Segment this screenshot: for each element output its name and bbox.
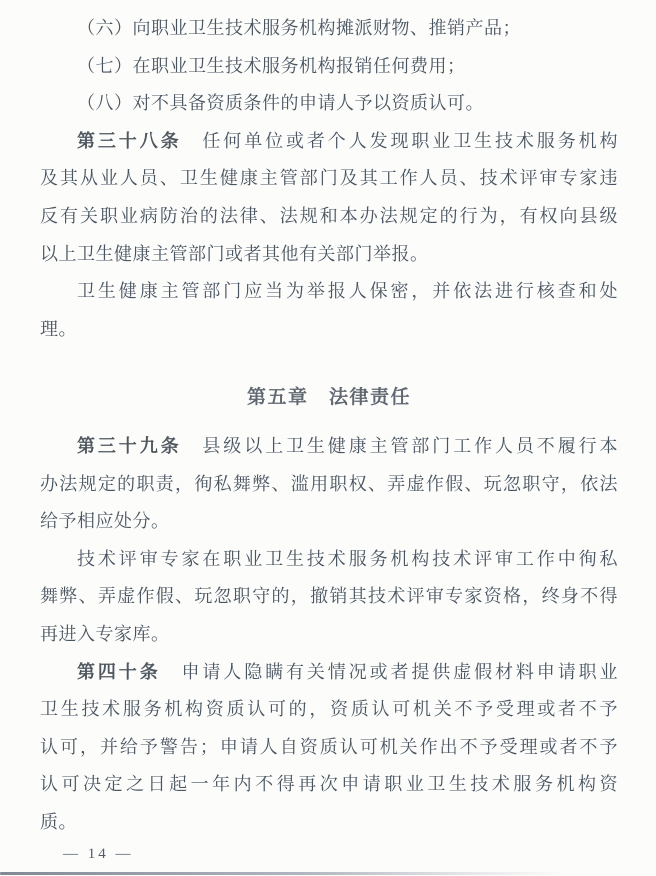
body-text-segment: （七）在职业卫生技术服务机构报销任何费用；	[77, 55, 466, 76]
article-number-bold-text: 第五章 法律责任	[246, 387, 411, 409]
body-text-segment: 认可，并给予警告；申请人自资质认可机关作出不予受理或者不予	[40, 736, 618, 757]
body-text-segment: 技术评审专家在职业卫生技术服务机构技术评审工作中徇私	[77, 548, 618, 569]
body-text-segment: 县级以上卫生健康主管部门工作人员不履行本	[181, 435, 618, 456]
chapter-5-heading	[40, 379, 618, 417]
document-body	[40, 10, 618, 841]
article-38-para-2-line-1	[40, 273, 618, 311]
article-38-para-2-line-2	[40, 311, 618, 349]
body-text-segment: 及其从业人员、卫生健康主管部门及其工作人员、技术评审专家违	[40, 168, 618, 189]
body-text-segment: 质。	[40, 811, 77, 832]
article-number-bold-text: 第四十条	[77, 661, 161, 682]
body-text-segment: 申请人隐瞒有关情况或者提供虚假材料申请职业	[160, 661, 619, 682]
article-40-line-2	[40, 691, 618, 729]
body-text-segment: （八）对不具备资质条件的申请人予以资质认可。	[77, 93, 484, 114]
page-number: — 14 —	[63, 846, 134, 862]
scan-edge-artifact	[0, 872, 566, 875]
article-39-para-2-line-2	[40, 578, 618, 616]
article-38-line-1	[40, 123, 618, 161]
article-40-line-3	[40, 729, 618, 767]
body-text-segment: 卫生技术服务机构资质认可的，资质认可机关不予受理或者不予	[40, 699, 618, 720]
body-text-segment: 反有关职业病防治的法律、法规和本办法规定的行为，有权向县级	[40, 205, 618, 226]
item-7	[40, 48, 618, 86]
article-38-line-4	[40, 236, 618, 274]
body-text-segment: 认可决定之日起一年内不得再次申请职业卫生技术服务机构资	[40, 774, 618, 795]
article-40-line-1	[40, 654, 618, 692]
body-text-segment: 卫生健康主管部门应当为举报人保密，并依法进行核查和处	[77, 281, 618, 302]
body-text-segment: 理。	[40, 318, 77, 339]
article-39-line-3	[40, 503, 618, 541]
article-39-para-2-line-3	[40, 616, 618, 654]
body-text-segment: 办法规定的职责，徇私舞弊、滥用职权、弄虚作假、玩忽职守，依法	[40, 473, 618, 494]
article-40-line-4	[40, 766, 618, 804]
body-text-segment: 任何单位或者个人发现职业卫生技术服务机构	[181, 130, 618, 151]
body-text-segment: 再进入专家库。	[40, 623, 170, 644]
body-text-segment: 舞弊、弄虚作假、玩忽职守的，撤销其技术评审专家资格，终身不得	[40, 586, 618, 607]
article-38-line-2	[40, 160, 618, 198]
article-39-line-1	[40, 428, 618, 466]
body-text-segment: 以上卫生健康主管部门或者其他有关部门举报。	[40, 243, 429, 264]
body-text-segment: （六）向职业卫生技术服务机构摊派财物、推销产品；	[77, 18, 521, 38]
article-39-line-2	[40, 466, 618, 504]
article-39-para-2-line-1	[40, 541, 618, 579]
article-number-bold-text: 第三十九条	[77, 435, 182, 456]
item-6	[40, 10, 618, 48]
article-number-bold-text: 第三十八条	[77, 130, 182, 151]
article-38-line-3	[40, 198, 618, 236]
article-40-line-5	[40, 804, 618, 842]
body-text-segment: 给予相应处分。	[40, 511, 170, 532]
item-8	[40, 85, 618, 123]
